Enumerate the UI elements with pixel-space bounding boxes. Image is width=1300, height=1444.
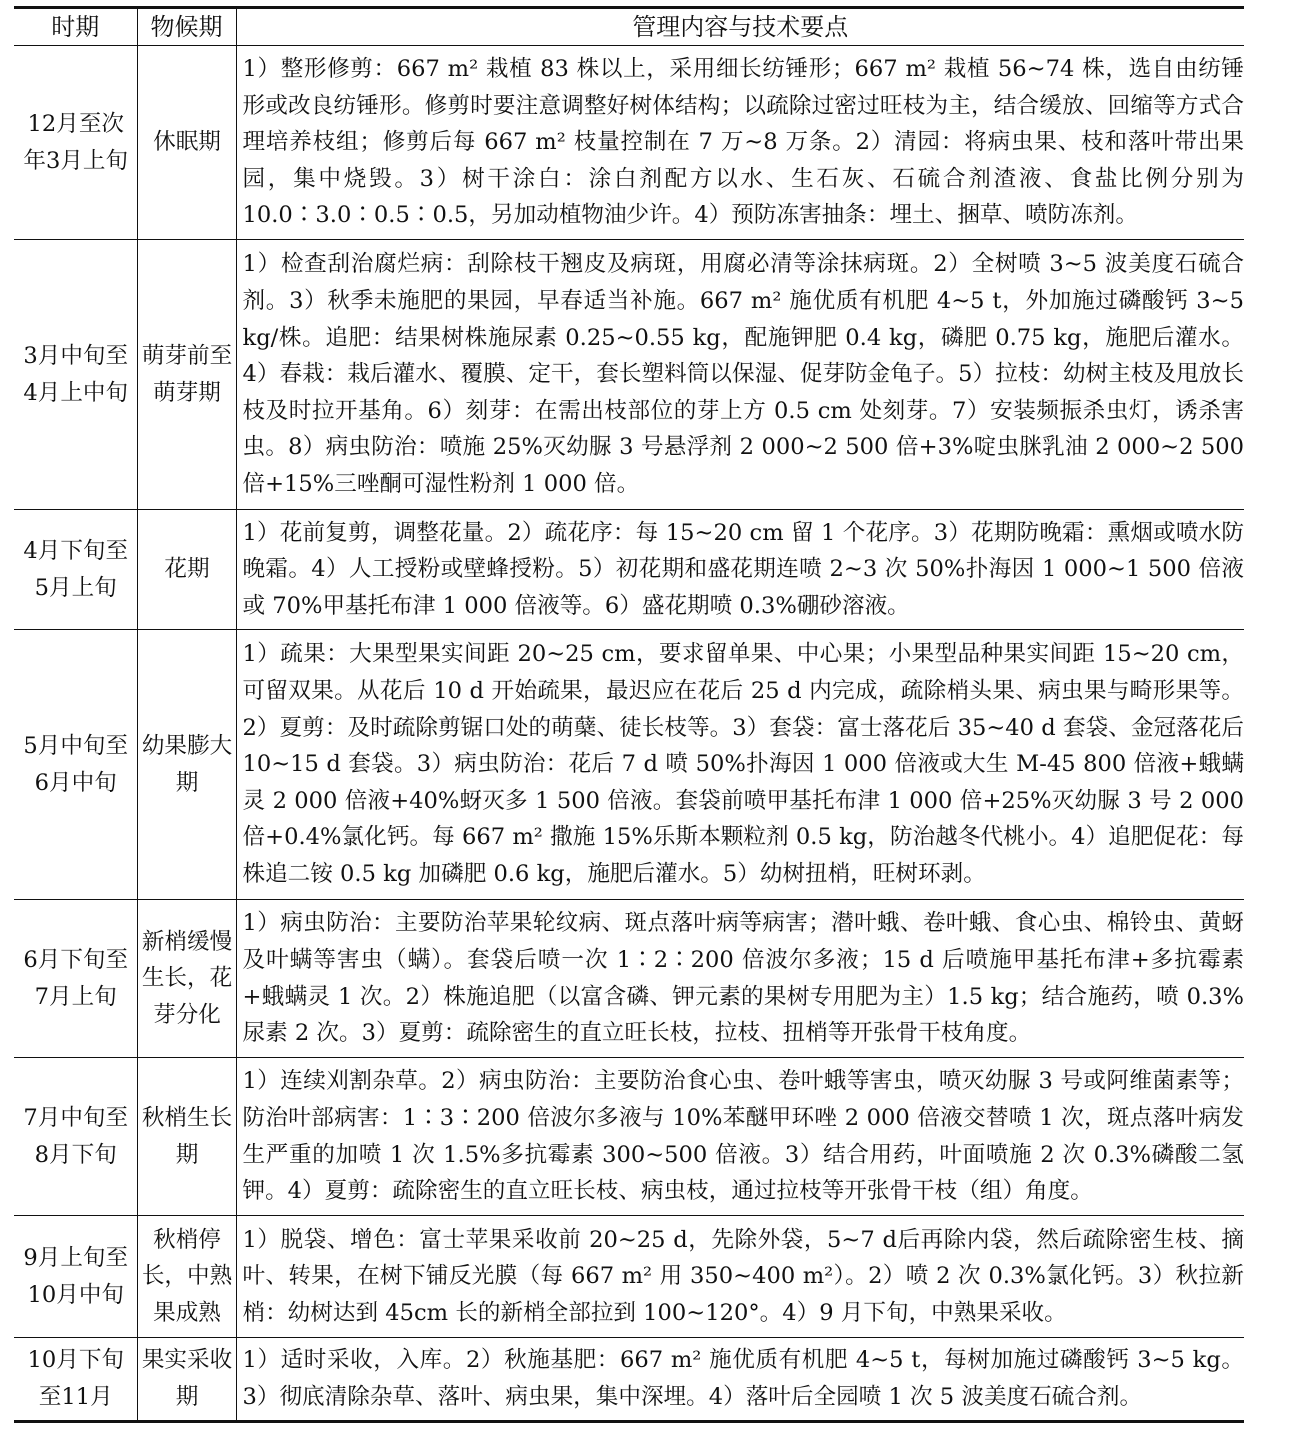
content-cell: 1）连续刈割杂草。2）病虫防治：主要防治食心虫、卷叶蛾等害虫，喷灭幼脲 3 号或阿维菌素等；防治叶部病害：1∶3∶200 倍波尔多液与 10%苯醚甲环唑 2 000 倍液交替喷 1 次，斑点落叶病发生严重的加喷 1 次 1.5%多抗霉素 300~500 倍液。3）结合用药，叶面喷施 2 次 0.3%磷酸二氢钾。4）夏剪：疏除密生的直立旺长枝、病虫枝，通过拉枝等开张骨干枝（组）角度。	[236, 1058, 1244, 1216]
period-cell: 3月中旬至4月上中旬	[14, 240, 137, 510]
header-content: 管理内容与技术要点	[236, 8, 1244, 46]
header-phenophase: 物候期	[137, 8, 236, 46]
table-row	[14, 630, 1244, 900]
table-row	[14, 510, 1244, 630]
header-period: 时期	[14, 8, 137, 46]
period-cell: 9月上旬至10月中旬	[14, 1216, 137, 1338]
header-row	[14, 8, 1244, 46]
phenophase-cell: 秋梢停长，中熟果成熟	[137, 1216, 236, 1338]
content-cell: 1）病虫防治：主要防治苹果轮纹病、斑点落叶病等病害；潜叶蛾、卷叶蛾、食心虫、棉铃虫、黄蚜及叶螨等害虫（螨）。套袋后喷一次 1∶2∶200 倍波尔多液；15 d 后喷施甲基托布津+多抗霉素+蛾螨灵 1 次。2）株施追肥（以富含磷、钾元素的果树专用肥为主）1.5 kg；结合施药，喷 0.3%尿素 2 次。3）夏剪：疏除密生的直立旺长枝，拉枝、扭梢等开张骨干枝角度。	[236, 900, 1244, 1058]
period-cell: 6月下旬至7月上旬	[14, 900, 137, 1058]
content-cell: 1）脱袋、增色：富士苹果采收前 20~25 d，先除外袋，5~7 d后再除内袋，然后疏除密生枝、摘叶、转果，在树下铺反光膜（每 667 m² 用 350~400 m²）。2）喷 2 次 0.3%氯化钙。3）秋拉新梢：幼树达到 45cm 长的新梢全部拉到 100~120°。4）9 月下旬，中熟果采收。	[236, 1216, 1244, 1338]
phenophase-cell: 幼果膨大期	[137, 630, 236, 900]
orchard-management-table	[14, 6, 1244, 1423]
phenophase-cell: 休眠期	[137, 46, 236, 240]
content-cell: 1）花前复剪，调整花量。2）疏花序：每 15~20 cm 留 1 个花序。3）花期防晚霜：熏烟或喷水防晚霜。4）人工授粉或壁蜂授粉。5）初花期和盛花期连喷 2~3 次 50%扑海因 1 000~1 500 倍液或 70%甲基托布津 1 000 倍液等。6）盛花期喷 0.3%硼砂溶液。	[236, 510, 1244, 630]
table-row	[14, 46, 1244, 240]
table-row	[14, 240, 1244, 510]
table-row	[14, 1058, 1244, 1216]
table-row	[14, 1216, 1244, 1338]
content-cell: 1）检查刮治腐烂病：刮除枝干翘皮及病斑，用腐必清等涂抹病斑。2）全树喷 3~5 波美度石硫合剂。3）秋季未施肥的果园，早春适当补施。667 m² 施优质有机肥 4~5 t，外加施过磷酸钙 3~5 kg/株。追肥：结果树株施尿素 0.25~0.55 kg，配施钾肥 0.4 kg，磷肥 0.75 kg，施肥后灌水。4）春栽：栽后灌水、覆膜、定干，套长塑料筒以保湿、促芽防金龟子。5）拉枝：幼树主枝及甩放长枝及时拉开基角。6）刻芽：在需出枝部位的芽上方 0.5 cm 处刻芽。7）安装频振杀虫灯，诱杀害虫。8）病虫防治：喷施 25%灭幼脲 3 号悬浮剂 2 000~2 500 倍+3%啶虫脒乳油 2 000~2 500 倍+15%三唑酮可湿性粉剂 1 000 倍。	[236, 240, 1244, 510]
content-cell: 1）适时采收，入库。2）秋施基肥：667 m² 施优质有机肥 4~5 t，每树加施过磷酸钙 3~5 kg。3）彻底清除杂草、落叶、病虫果，集中深埋。4）落叶后全园喷 1 次 5 波美度石硫合剂。	[236, 1338, 1244, 1422]
period-cell: 7月中旬至8月下旬	[14, 1058, 137, 1216]
period-cell: 12月至次年3月上旬	[14, 46, 137, 240]
table-body	[14, 46, 1244, 1422]
phenophase-cell: 花期	[137, 510, 236, 630]
content-cell: 1）整形修剪：667 m² 栽植 83 株以上，采用细长纺锤形；667 m² 栽植 56~74 株，选自由纺锤形或改良纺锤形。修剪时要注意调整好树体结构；以疏除过密过旺枝为主，结合缓放、回缩等方式合理培养枝组；修剪后每 667 m² 枝量控制在 7 万~8 万条。2）清园：将病虫果、枝和落叶带出果园，集中烧毁。3）树干涂白：涂白剂配方以水、生石灰、石硫合剂渣液、食盐比例分别为 10.0∶3.0∶0.5∶0.5，另加动植物油少许。4）预防冻害抽条：埋土、捆草、喷防冻剂。	[236, 46, 1244, 240]
phenophase-cell: 萌芽前至萌芽期	[137, 240, 236, 510]
table-row	[14, 900, 1244, 1058]
phenophase-cell: 果实采收期	[137, 1338, 236, 1422]
table-row	[14, 1338, 1244, 1422]
phenophase-cell: 新梢缓慢生长，花芽分化	[137, 900, 236, 1058]
period-cell: 10月下旬至11月	[14, 1338, 137, 1422]
period-cell: 4月下旬至5月上旬	[14, 510, 137, 630]
management-table-container	[14, 6, 1244, 1423]
content-cell: 1）疏果：大果型果实间距 20~25 cm，要求留单果、中心果；小果型品种果实间距 15~20 cm，可留双果。从花后 10 d 开始疏果，最迟应在花后 25 d 内完成，疏除梢头果、病虫果与畸形果等。2）夏剪：及时疏除剪锯口处的萌蘖、徒长枝等。3）套袋：富士落花后 35~40 d 套袋、金冠落花后 10~15 d 套袋。3）病虫防治：花后 7 d 喷 50%扑海因 1 000 倍液或大生 M-45 800 倍液+蛾螨灵 2 000 倍液+40%蚜灭多 1 500 倍液。套袋前喷甲基托布津 1 000 倍+25%灭幼脲 3 号 2 000 倍+0.4%氯化钙。每 667 m² 撒施 15%乐斯本颗粒剂 0.5 kg，防治越冬代桃小。4）追肥促花：每株追二铵 0.5 kg 加磷肥 0.6 kg，施肥后灌水。5）幼树扭梢，旺树环剥。	[236, 630, 1244, 900]
period-cell: 5月中旬至6月中旬	[14, 630, 137, 900]
phenophase-cell: 秋梢生长期	[137, 1058, 236, 1216]
table-header	[14, 8, 1244, 46]
